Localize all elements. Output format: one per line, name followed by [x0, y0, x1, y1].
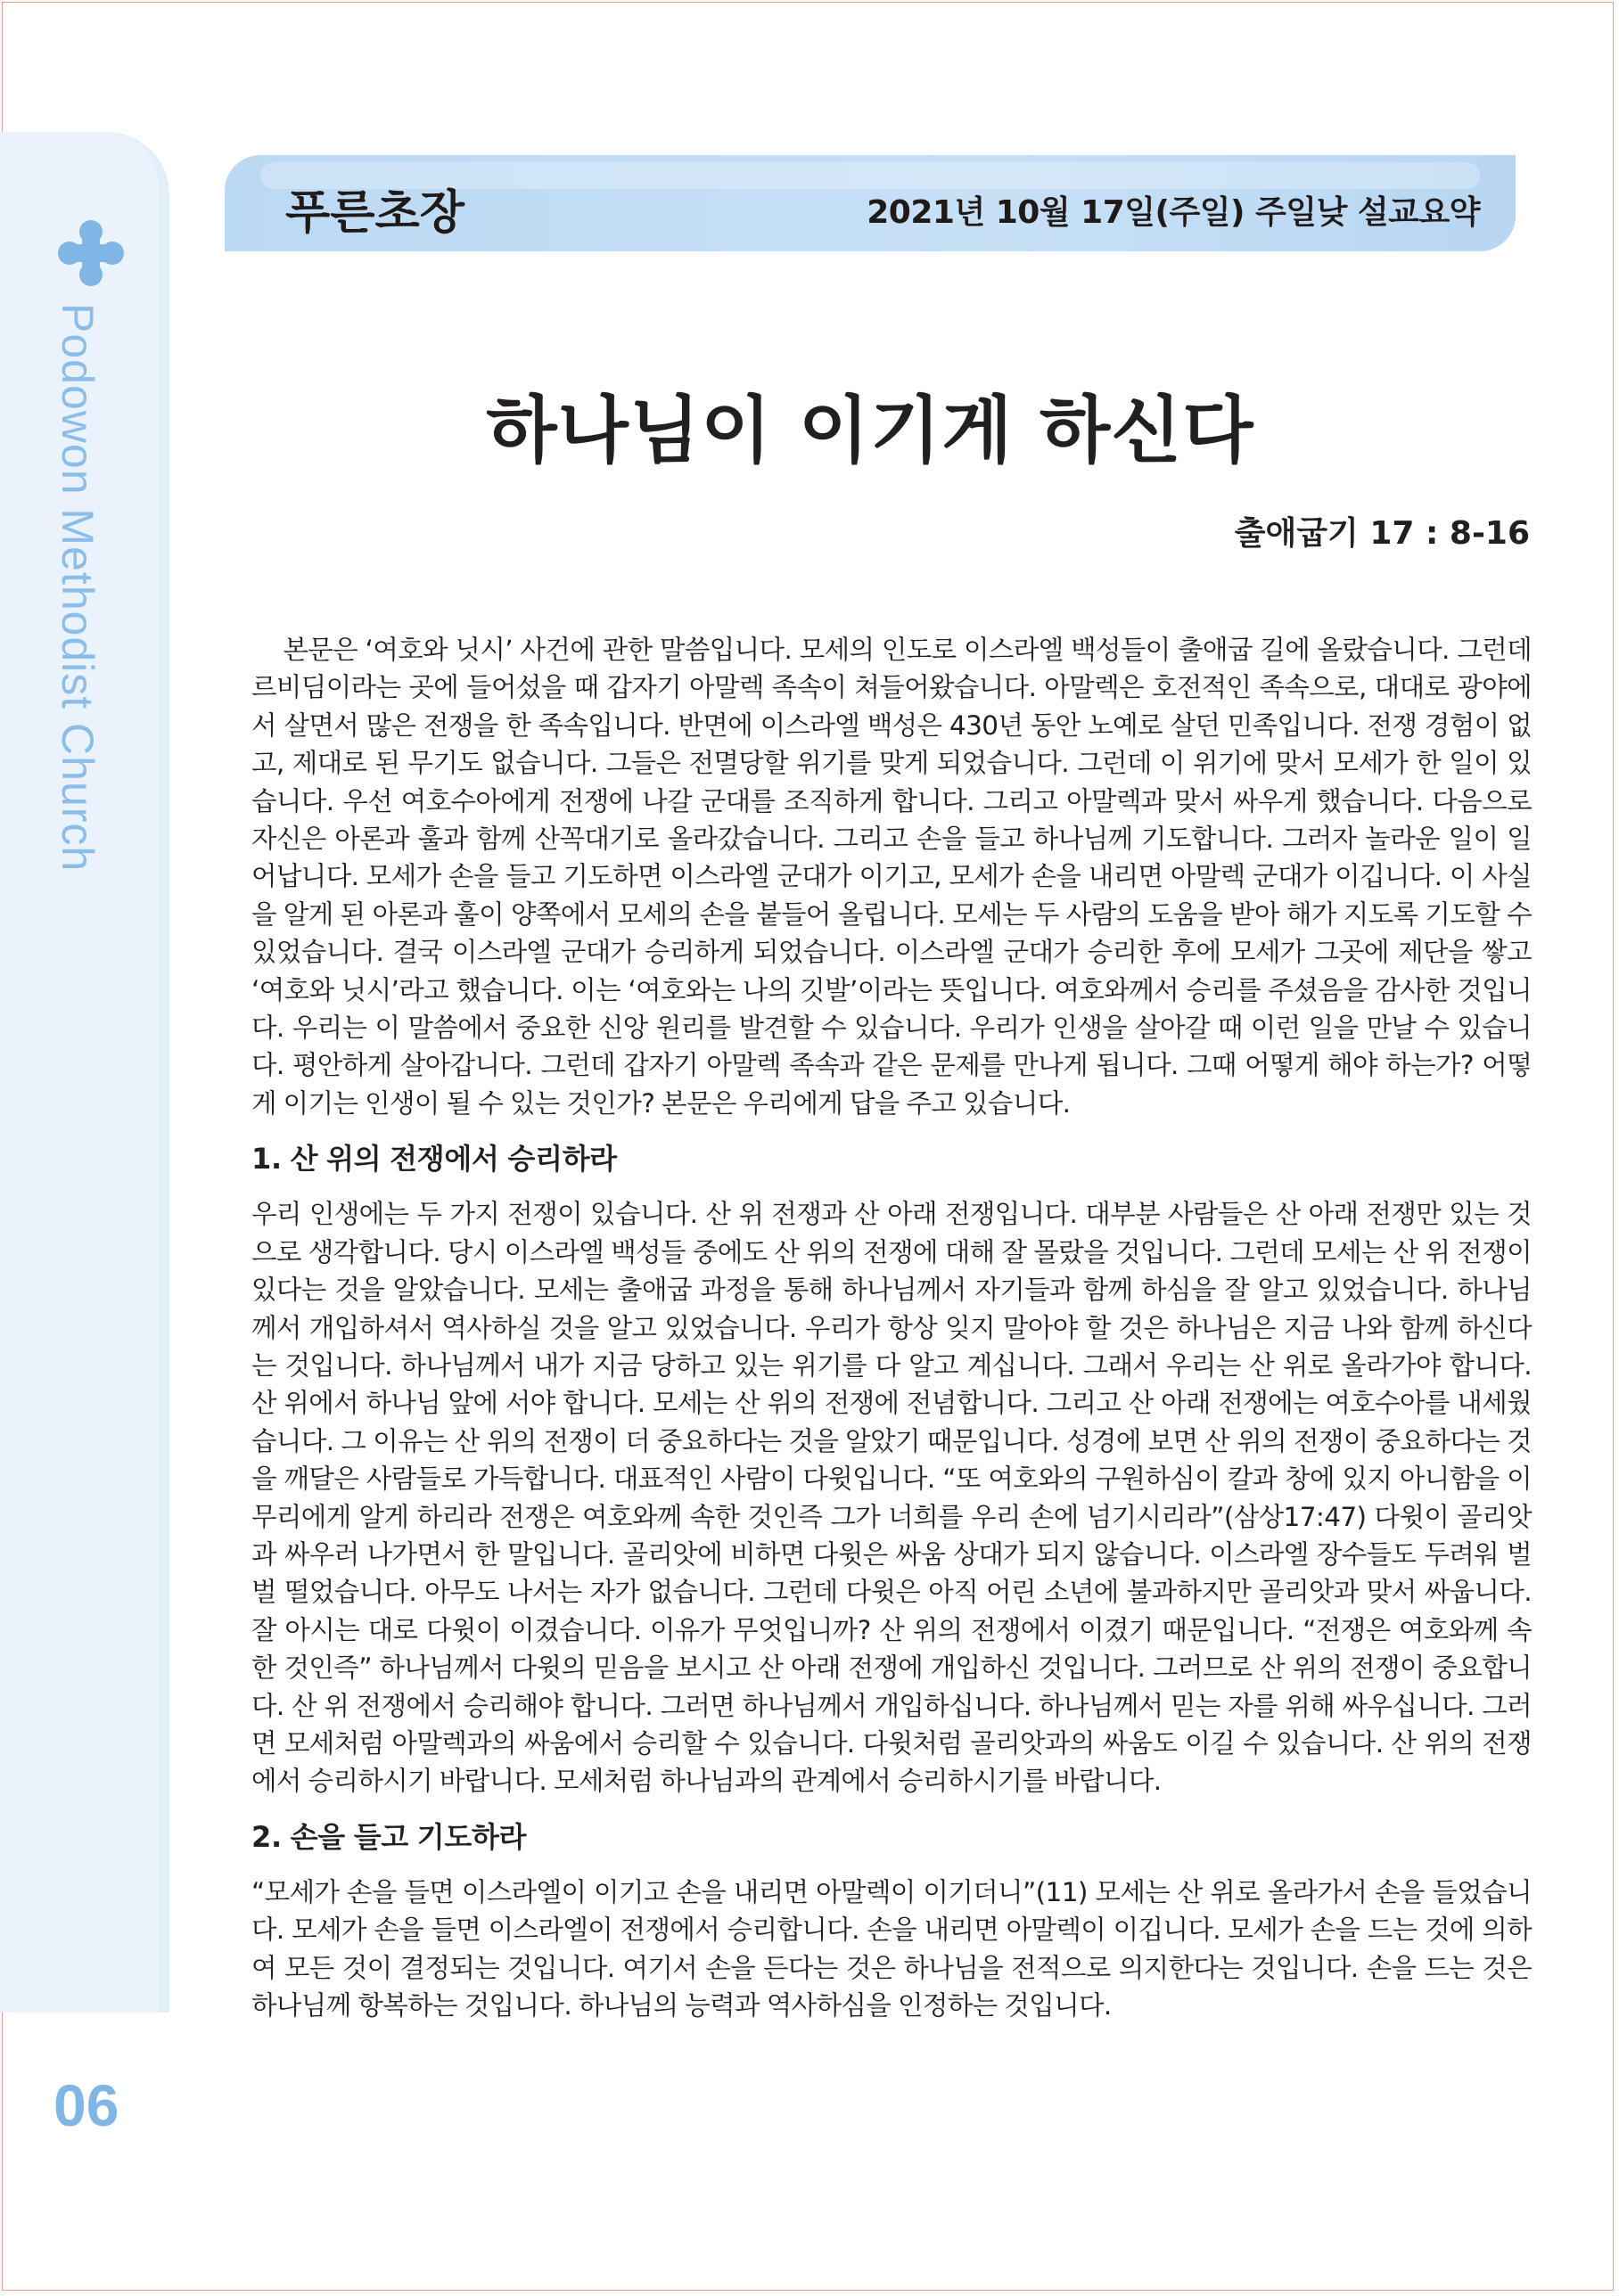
scripture-reference: 출애굽기 17 : 8-16 — [1234, 515, 1530, 552]
sermon-date: 2021년 10월 17일(주일) 주일낮 설교요약 — [867, 194, 1480, 231]
section-heading-2: 2. 손을 들고 기도하라 — [251, 1819, 527, 1854]
page-number: 06 — [53, 2072, 119, 2138]
section-heading-1: 1. 산 위의 전쟁에서 승리하라 — [251, 1142, 617, 1177]
sermon-body — [251, 631, 1532, 2024]
section-paragraph-1: 우리 인생에는 두 가지 전쟁이 있습니다. 산 위 전쟁과 산 아래 전쟁입니다. 대부분 사람들은 산 아래 전쟁만 있는 것으로 생각합니다. 당시 이스라엘 백성들 중에도 산 위의 전쟁에 대해 잘 몰랐을 것입니다. 그런데 모세는 산 위 전쟁이 있다는 것을 알았습니다. 모세는 출애굽 과정을 통해 하나님께서 자기들과 함께 하심을 잘 알고 있었습니다. 하나님께서 개입하셔서 역사하실 것을 알고 있었습니다. 우리가 항상 잊지 말아야 할 것은 하나님은 지금 나와 함께 하신다는 것입니다. 하나님께서 내가 지금 당하고 있는 위기를 다 알고 계십니다. 그래서 우리는 산 위로 올라가야 합니다. 산 위에서 하나님 앞에 서야 합니다. 모세는 산 위의 전쟁에 전념합니다. 그리고 산 아래 전쟁에는 여호수아를 내세웠습니다. 그 이유는 산 위의 전쟁이 더 중요하다는 것을 알았기 때문입니다. 성경에 보면 산 위의 전쟁이 중요하다는 것을 깨달은 사람들로 가득합니다. 대표적인 사람이 다윗입니다. “또 여호와의 구원하심이 칼과 창에 있지 아니함을 이 무리에게 알게 하리라 전쟁은 여호와께 속한 것인즉 그가 너희를 우리 손에 넘기시리라”(삼상17:47) 다윗이 골리앗과 싸우러 나가면서 한 말입니다. 골리앗에 비하면 다윗은 싸움 상대가 되지 않습니다. 이스라엘 장수들도 두려워 벌벌 떨었습니다. 아무도 나서는 자가 없습니다. 그런데 다윗은 아직 어린 소년에 불과하지만 골리앗과 맞서 싸웁니다. 잘 아시는 대로 다윗이 이겼습니다. 이유가 무엇입니까? 산 위의 전쟁에서 이겼기 때문입니다. “전쟁은 여호와께 속한 것인즉” 하나님께서 다윗의 믿음을 보시고 산 아래 전쟁에 개입하신 것입니다. 그러므로 산 위의 전쟁이 중요합니다. 산 위 전쟁에서 승리해야 합니다. 그러면 하나님께서 개입하십니다. 하나님께서 믿는 자를 위해 싸우십니다. 그러면 모세처럼 아말렉과의 싸움에서 승리할 수 있습니다. 다윗처럼 골리앗과의 싸움도 이길 수 있습니다. 산 위의 전쟁에서 승리하시기 바랍니다. 모세처럼 하나님과의 관계에서 승리하시기를 바랍니다. — [251, 1199, 1532, 1797]
column-title: 푸른초장 — [285, 186, 464, 240]
church-name: Podowon Methodist Church — [53, 303, 103, 873]
section-paragraph-2: “모세가 손을 들면 이스라엘이 이기고 손을 내리면 아말렉이 이기더니”(11) 모세는 산 위로 올라가서 손을 들었습니다. 모세가 손을 들면 이스라엘이 전쟁에서 승리합니다. 손을 내리면 아말렉이 이깁니다. 모세가 손을 드는 것에 의하여 모든 것이 결정되는 것입니다. 여기서 손을 든다는 것은 하나님을 전적으로 의지한다는 것입니다. 손을 드는 것은 하나님께 항복하는 것입니다. 하나님의 능력과 역사하심을 인정하는 것입니다. — [251, 1876, 1532, 2021]
cross-flower-icon — [57, 219, 125, 287]
intro-paragraph: 본문은 ‘여호와 닛시’ 사건에 관한 말씀입니다. 모세의 인도로 이스라엘 백성들이 출애굽 길에 올랐습니다. 그런데 르비딤이라는 곳에 들어섰을 때 갑자기 아말렉 족속이 쳐들어왔습니다. 아말렉은 호전적인 족속으로, 대대로 광야에서 살면서 많은 전쟁을 한 족속입니다. 반면에 이스라엘 백성은 430년 동안 노예로 살던 민족입니다. 전쟁 경험이 없고, 제대로 된 무기도 없습니다. 그들은 전멸당할 위기를 맞게 되었습니다. 그런데 이 위기에 맞서 모세가 한 일이 있습니다. 우선 여호수아에게 전쟁에 나갈 군대를 조직하게 합니다. 그리고 아말렉과 맞서 싸우게 했습니다. 다음으로 자신은 아론과 훌과 함께 산꼭대기로 올라갔습니다. 그리고 손을 들고 하나님께 기도합니다. 그러자 놀라운 일이 일어납니다. 모세가 손을 들고 기도하면 이스라엘 군대가 이기고, 모세가 손을 내리면 아말렉 군대가 이깁니다. 이 사실을 알게 된 아론과 훌이 양쪽에서 모세의 손을 붙들어 올립니다. 모세는 두 사람의 도움을 받아 해가 지도록 기도할 수 있었습니다. 결국 이스라엘 군대가 승리하게 되었습니다. 이스라엘 군대가 승리한 후에 모세가 그곳에 제단을 쌓고 ‘여호와 닛시’라고 했습니다. 이는 ‘여호와는 나의 깃발’이라는 뜻입니다. 여호와께서 승리를 주셨음을 감사한 것입니다. 우리는 이 말씀에서 중요한 신앙 원리를 발견할 수 있습니다. 우리가 인생을 살아갈 때 이런 일을 만날 수 있습니다. 평안하게 살아갑니다. 그런데 갑자기 아말렉 족속과 같은 문제를 만나게 됩니다. 그때 어떻게 해야 하는가? 어떻게 이기는 인생이 될 수 있는 것인가? 본문은 우리에게 답을 주고 있습니다. — [251, 635, 1532, 1119]
sermon-title: 하나님이 이기게 하신다 — [486, 388, 1254, 473]
